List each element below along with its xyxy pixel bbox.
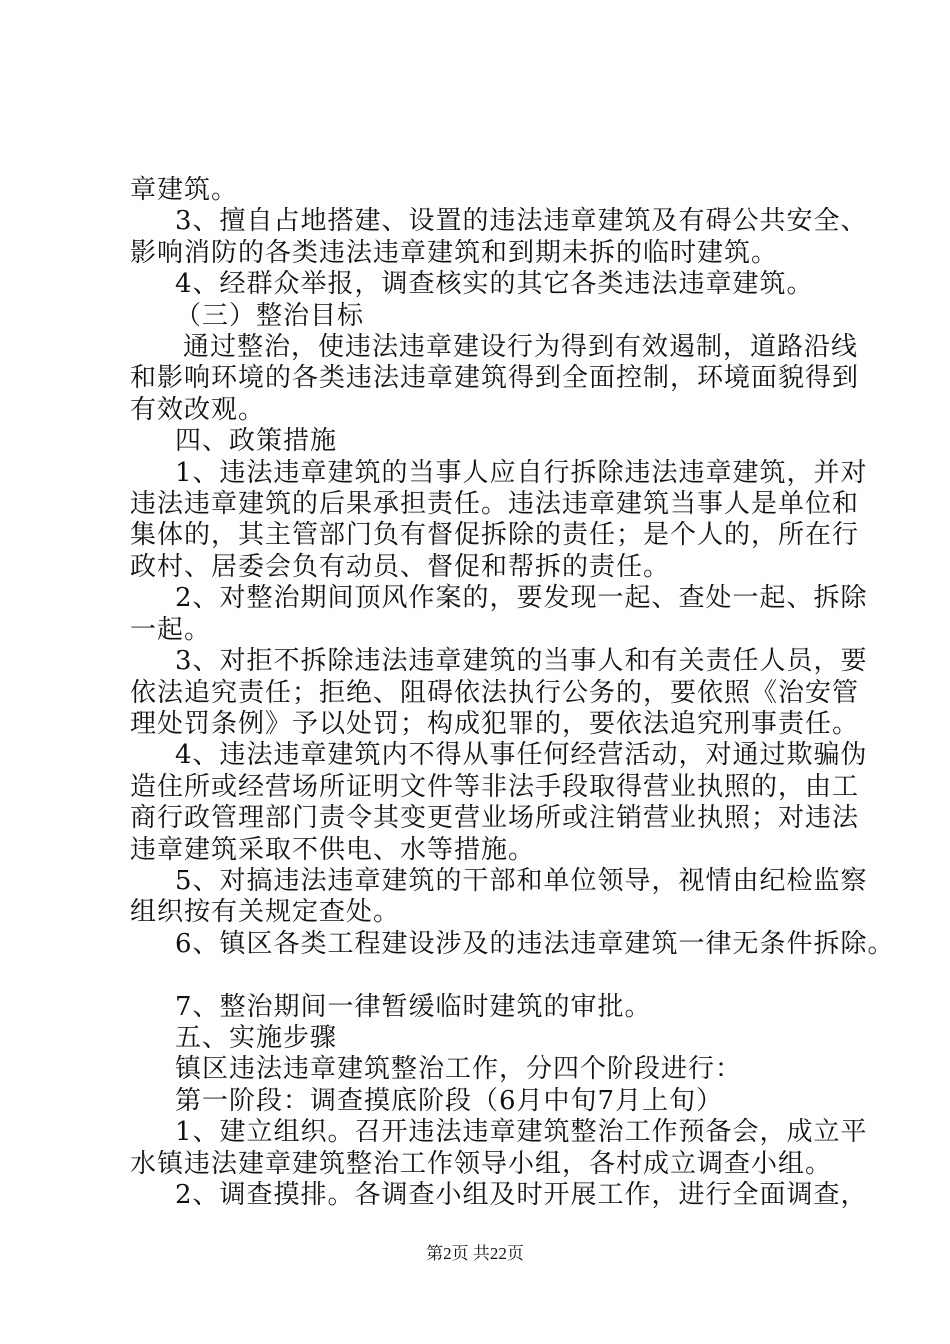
section-heading: 五、实施步骤 [175, 1023, 338, 1053]
text-line: 通过整治，使违法违章建设行为得到有效遏制，道路沿线 [183, 332, 859, 362]
text-line: 集体的，其主管部门负有督促拆除的责任；是个人的，所在行 [130, 520, 860, 550]
text-line: 4、经群众举报，调查核实的其它各类违法违章建筑。 [175, 269, 814, 299]
text-line: 2、对整治期间顶风作案的，要发现一起、查处一起、拆除 [175, 583, 868, 613]
text-line: 章建筑。 [130, 175, 239, 205]
text-line: 有效改观。 [130, 395, 266, 425]
text-line: 造住所或经营场所证明文件等非法手段取得营业执照的，由工 [130, 772, 860, 802]
text-line: 4、违法违章建筑内不得从事任何经营活动，对通过欺骗伪 [175, 740, 868, 770]
text-line: 6、镇区各类工程建设涉及的违法违章建筑一律无条件拆除。 [175, 929, 895, 959]
text-line: 违法违章建筑的后果承担责任。违法违章建筑当事人是单位和 [130, 489, 860, 519]
text-line: 商行政管理部门责令其变更营业场所或注销营业执照；对违法 [130, 803, 860, 833]
text-line: 影响消防的各类违法违章建筑和到期未拆的临时建筑。 [130, 238, 779, 268]
text-line: 2、调查摸排。各调查小组及时开展工作，进行全面调查， [175, 1180, 868, 1210]
text-line: 镇区违法违章建筑整治工作，分四个阶段进行： [175, 1054, 743, 1084]
text-line: 3、擅自占地搭建、设置的违法违章建筑及有碍公共安全、 [175, 206, 868, 236]
text-line: 5、对搞违法违章建筑的干部和单位领导，视情由纪检监察 [175, 866, 868, 896]
text-line: 1、违法违章建筑的当事人应自行拆除违法违章建筑，并对 [175, 458, 868, 488]
section-heading: （三）整治目标 [175, 301, 365, 331]
text-line: 组织按有关规定查处。 [130, 897, 401, 927]
text-line: 政村、居委会负有动员、督促和帮拆的责任。 [130, 552, 671, 582]
text-line: 第一阶段：调查摸底阶段（6月中旬7月上旬） [175, 1086, 724, 1116]
text-line: 7、整治期间一律暂缓临时建筑的审批。 [175, 992, 652, 1022]
text-line: 3、对拒不拆除违法违章建筑的当事人和有关责任人员，要 [175, 646, 868, 676]
text-line: 违章建筑采取不供电、水等措施。 [130, 835, 536, 865]
text-line: 依法追究责任；拒绝、阻碍依法执行公务的，要依照《治安管 [130, 678, 860, 708]
text-line: 1、建立组织。召开违法违章建筑整治工作预备会，成立平 [175, 1117, 868, 1147]
text-line: 水镇违法建章建筑整治工作领导小组，各村成立调查小组。 [130, 1149, 833, 1179]
text-line: 和影响环境的各类违法违章建筑得到全面控制，环境面貌得到 [130, 363, 860, 393]
text-line: 一起。 [130, 615, 212, 645]
page-footer: 第2页 共22页 [426, 1244, 524, 1263]
text-line: 理处罚条例》予以处罚；构成犯罪的，要依法追究刑事责任。 [130, 709, 860, 739]
section-heading: 四、政策措施 [175, 426, 338, 456]
